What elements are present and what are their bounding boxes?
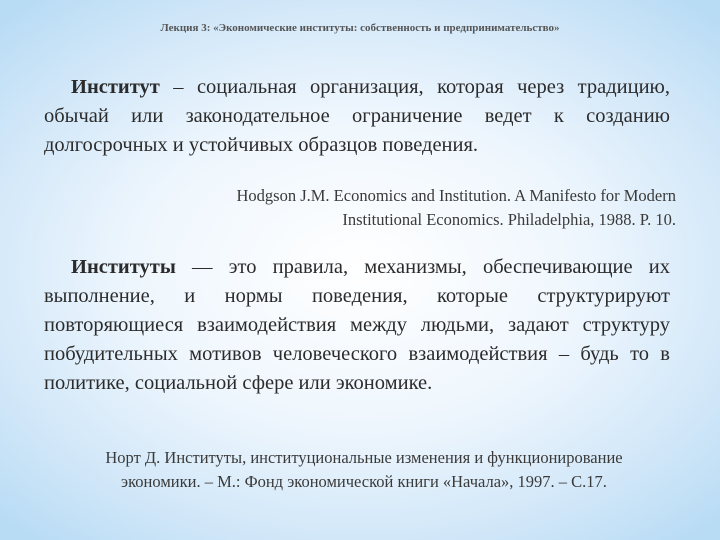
term-institutions: Институты <box>71 256 176 278</box>
citation-north-line2: экономики. – М.: Фонд экономической книги «Начала», 1997. – С.17. <box>121 472 607 491</box>
definition-institution-text: – социальная организация, которая через традицию, обычай или законодательное ограничение ведет к созданию долгосрочных и устойчивых образцов поведения. <box>44 76 670 156</box>
citation-hodgson-line1: Hodgson J.M. Economics and Institution. A Manifesto for Modern <box>236 186 676 205</box>
citation-north <box>44 446 684 494</box>
definition-institution <box>44 73 670 160</box>
citation-hodgson <box>156 184 676 232</box>
citation-north-line1: Норт Д. Институты, институциональные изменения и функционирование <box>105 448 623 467</box>
lecture-title: Лекция 3: «Экономические институты: собственность и предпринимательство» <box>160 22 560 34</box>
definition-institutions-text: — это правила, механизмы, обеспечивающие их выполнение, и нормы поведения, которые структурируют повторяющиеся взаимодействия между людьми, задают структуру побудительных мотивов человеческого взаимодействия – будь то в политике, социальной сфере или экономике. <box>44 256 670 394</box>
definition-institutions <box>44 253 670 398</box>
citation-hodgson-line2: Institutional Economics. Philadelphia, 1988. P. 10. <box>342 210 676 229</box>
term-institution: Институт <box>71 76 160 98</box>
